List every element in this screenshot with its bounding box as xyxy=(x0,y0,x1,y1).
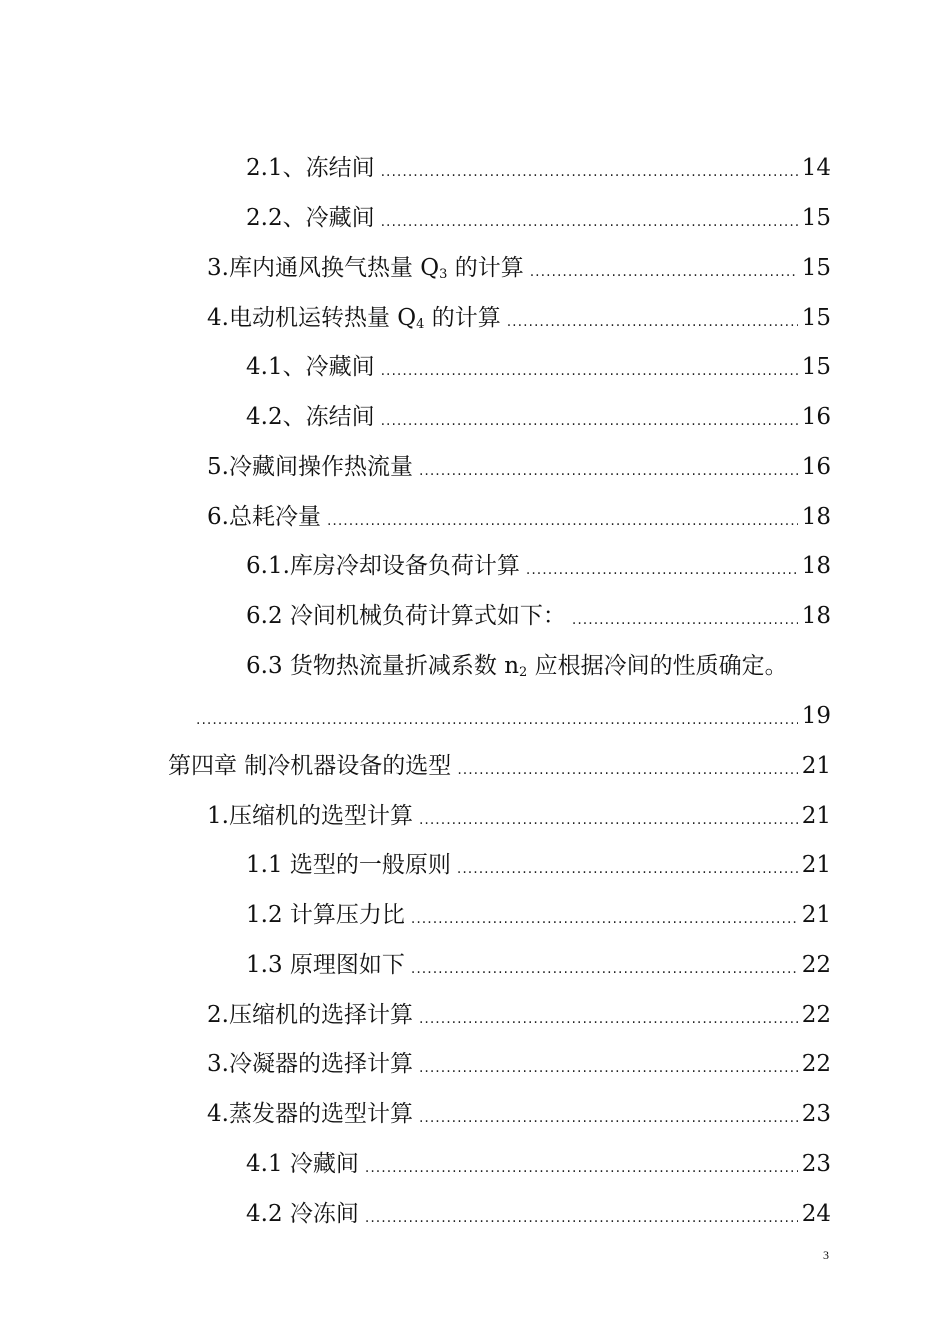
toc-entry[interactable] xyxy=(207,1038,831,1078)
dot-leader xyxy=(381,212,798,232)
dot-leader xyxy=(419,810,798,830)
subscript: 3 xyxy=(439,267,448,282)
toc-entry-title: 第四章 制冷机器设备的选型 xyxy=(168,753,452,779)
toc-entry-title-pre: 3.库内通风换气热量 Q xyxy=(207,255,440,281)
toc-entry-page: 15 xyxy=(801,255,831,281)
dot-leader xyxy=(526,560,798,580)
toc-entry-page: 21 xyxy=(801,852,831,878)
toc-entry-page: 23 xyxy=(801,1101,831,1127)
toc-entry-continuation[interactable] xyxy=(196,690,831,730)
dot-leader xyxy=(419,1058,798,1078)
page-number: 3 xyxy=(823,1248,829,1262)
toc-entry-page: 21 xyxy=(801,803,831,829)
toc-entry-page: 15 xyxy=(801,354,831,380)
dot-leader xyxy=(381,411,798,431)
toc-entry-title: 4.1、冷藏间 xyxy=(246,354,375,380)
toc-entry-page: 24 xyxy=(801,1201,831,1227)
dot-leader xyxy=(530,262,798,282)
dot-leader xyxy=(419,461,798,481)
toc-entry[interactable] xyxy=(207,1088,831,1128)
dot-leader xyxy=(411,909,798,929)
dot-leader xyxy=(365,1158,798,1178)
toc-entry-title-post: 的计算 xyxy=(447,255,524,281)
dot-leader xyxy=(381,162,798,182)
subscript: 4 xyxy=(416,317,425,332)
toc-entry-title-post: 的计算 xyxy=(424,305,501,331)
toc-entry-page: 16 xyxy=(801,404,831,430)
toc-entry-page: 21 xyxy=(801,902,831,928)
dot-leader xyxy=(419,1108,798,1128)
dot-leader xyxy=(365,1208,798,1228)
toc-entry-title: 1.3 原理图如下 xyxy=(246,952,405,978)
toc-entry-title: 6.2 冷间机械负荷计算式如下： xyxy=(246,603,566,629)
toc-entry-page: 16 xyxy=(801,454,831,480)
toc-entry[interactable] xyxy=(207,790,831,830)
dot-leader xyxy=(381,361,798,381)
toc-entry-title: 2.压缩机的选择计算 xyxy=(207,1002,413,1028)
toc-entry-title-pre: 6.3 货物热流量折减系数 n xyxy=(246,653,520,679)
dot-leader xyxy=(419,1009,798,1029)
toc-entry-title-pre: 4.电动机运转热量 Q xyxy=(207,305,417,331)
toc-entry[interactable] xyxy=(246,341,831,381)
toc-entry-page: 22 xyxy=(801,1051,831,1077)
toc-entry-title-post: 应根据冷间的性质确定。 xyxy=(527,653,788,679)
toc-entry[interactable] xyxy=(246,1188,831,1228)
toc-entry-title: 4.蒸发器的选型计算 xyxy=(207,1101,413,1127)
toc-entry[interactable] xyxy=(246,590,831,630)
toc-entry-page: 22 xyxy=(801,952,831,978)
toc-entry-title: 2.2、冷藏间 xyxy=(246,205,375,231)
toc-entry-title: 6.总耗冷量 xyxy=(207,504,321,530)
toc-entry-title xyxy=(207,254,524,282)
toc-entry-page: 21 xyxy=(801,753,831,779)
toc-entry[interactable] xyxy=(207,491,831,531)
toc-entry[interactable] xyxy=(207,989,831,1029)
toc-entry-title: 3.冷凝器的选择计算 xyxy=(207,1051,413,1077)
toc-entry-page: 22 xyxy=(801,1002,831,1028)
toc-entry-title: 4.2 冷冻间 xyxy=(246,1201,359,1227)
toc-entry-page: 23 xyxy=(801,1151,831,1177)
dot-leader xyxy=(411,959,798,979)
dot-leader xyxy=(457,859,798,879)
toc-entry-page: 18 xyxy=(801,603,831,629)
toc-entry-title: 5.冷藏间操作热流量 xyxy=(207,454,413,480)
dot-leader xyxy=(327,511,798,531)
toc-entry[interactable] xyxy=(246,192,831,232)
toc-entry-title: 1.压缩机的选型计算 xyxy=(207,803,413,829)
toc-entry[interactable] xyxy=(246,839,831,879)
toc-entry-page: 15 xyxy=(801,305,831,331)
toc-entry[interactable] xyxy=(246,391,831,431)
toc-entry-page: 18 xyxy=(801,504,831,530)
toc-entry-title: 1.1 选型的一般原则 xyxy=(246,852,451,878)
dot-leader xyxy=(507,312,798,332)
toc-entry[interactable] xyxy=(246,640,831,680)
dot-leader xyxy=(572,610,798,630)
toc-entry-page: 14 xyxy=(801,155,831,181)
toc-entry-title: 6.1.库房冷却设备负荷计算 xyxy=(246,553,520,579)
toc-entry[interactable] xyxy=(246,142,831,182)
toc-entry-title: 4.1 冷藏间 xyxy=(246,1151,359,1177)
toc-entry-page: 15 xyxy=(801,205,831,231)
dot-leader xyxy=(196,710,798,730)
toc-entry[interactable] xyxy=(207,441,831,481)
dot-leader xyxy=(457,760,797,780)
toc-entry-title: 1.2 计算压力比 xyxy=(246,902,405,928)
toc-entry-title xyxy=(207,304,501,332)
toc-entry-title: 4.2、冻结间 xyxy=(246,404,375,430)
toc-entry[interactable] xyxy=(207,242,831,282)
toc-entry-page: 19 xyxy=(801,703,831,729)
toc-entry-title: 2.1、冻结间 xyxy=(246,155,375,181)
toc-entry[interactable] xyxy=(207,292,831,332)
toc-entry[interactable] xyxy=(168,740,831,780)
toc-entry-page: 18 xyxy=(801,553,831,579)
subscript: 2 xyxy=(519,665,528,680)
toc-entry[interactable] xyxy=(246,889,831,929)
toc-entry[interactable] xyxy=(246,540,831,580)
toc-entry[interactable] xyxy=(246,1138,831,1178)
toc-entry-title xyxy=(246,652,788,680)
toc-entry[interactable] xyxy=(246,939,831,979)
